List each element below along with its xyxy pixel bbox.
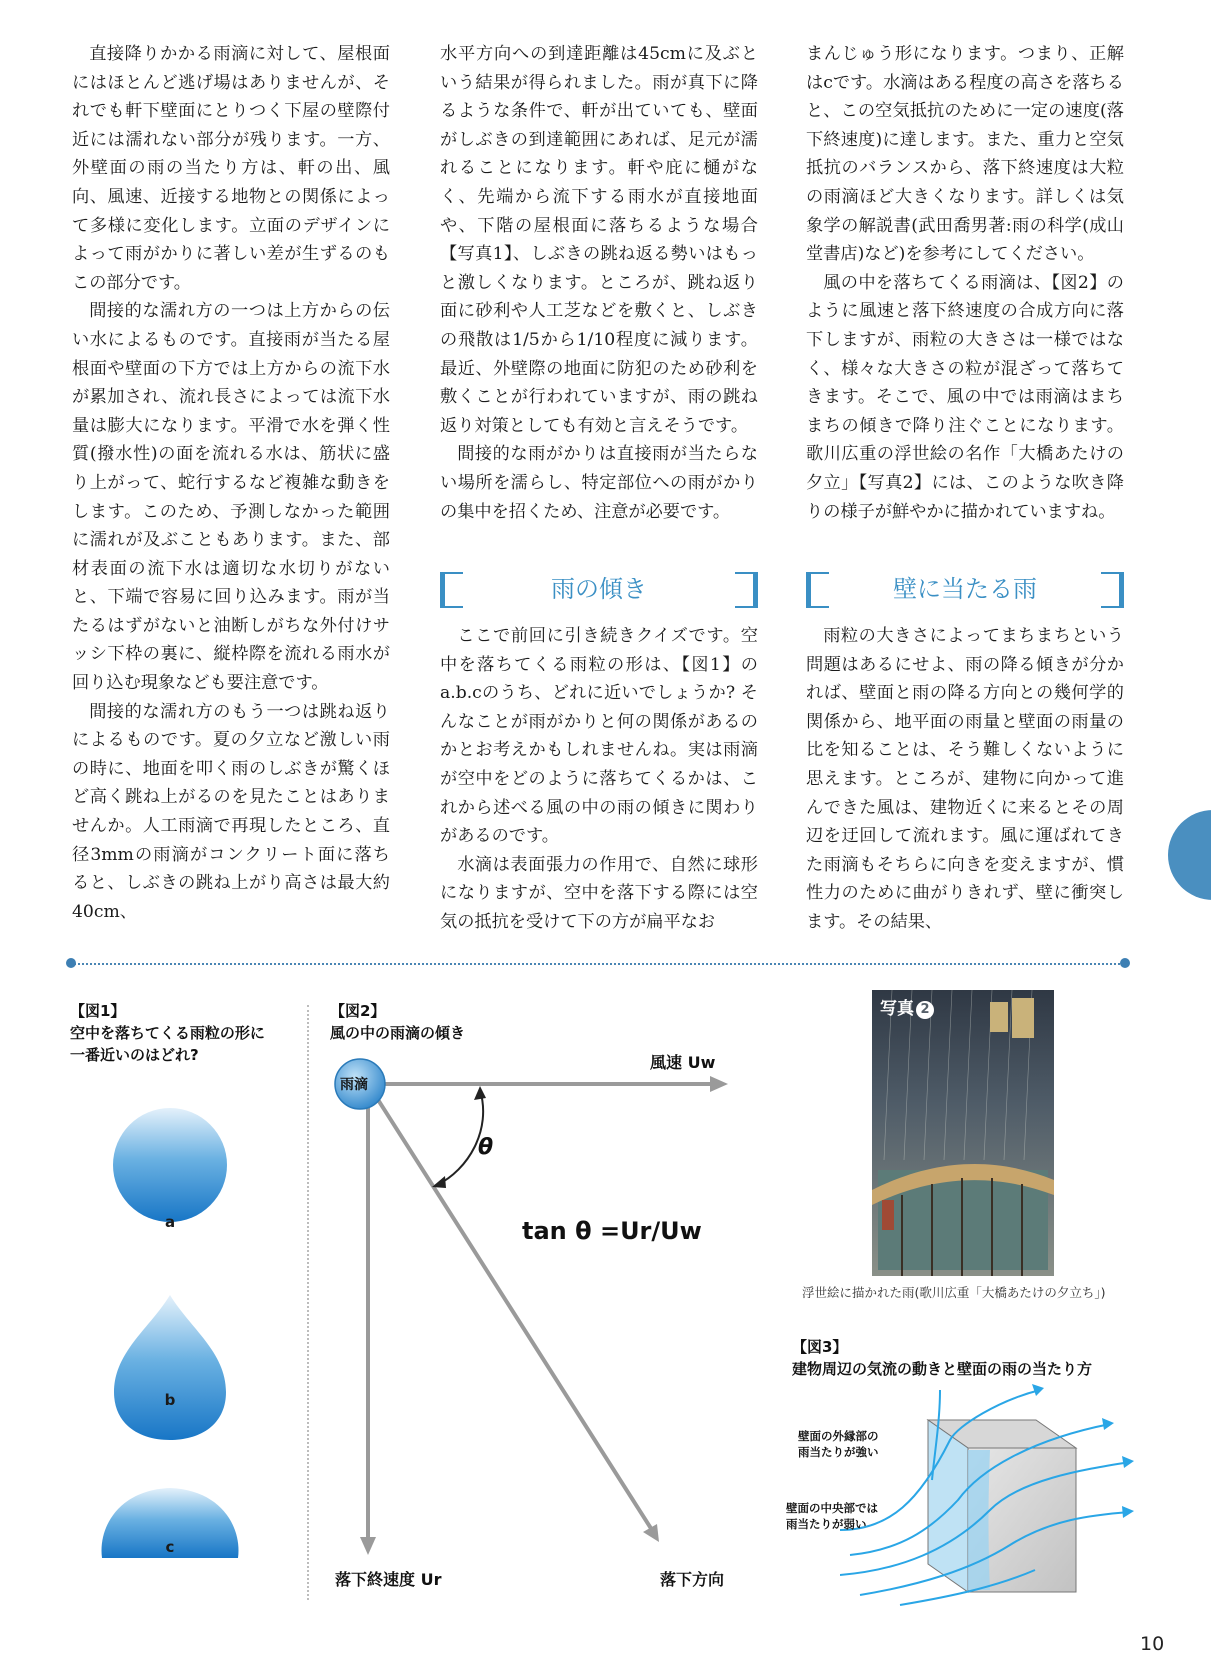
fig3-note-outer-edge — [798, 1428, 879, 1460]
fig3-note-center — [786, 1500, 878, 1532]
section-heading-text: 雨の傾き — [551, 575, 647, 604]
text-column-1 — [72, 40, 390, 926]
photo2-tag-text: 写真 — [880, 999, 914, 1019]
fig3-caption — [792, 1336, 1092, 1380]
photo2-caption: 浮世絵に描かれた雨(歌川広重「大橋あたけの夕立ち」) — [802, 1285, 1106, 1300]
text-column-2 — [440, 40, 758, 937]
photo2-ukiyoe — [872, 990, 1054, 1276]
section-heading-rain-tilt — [440, 570, 758, 608]
fig2-theta-label: θ — [478, 1135, 494, 1160]
fig2-terminal-label: 落下終速度 Ur — [335, 1570, 442, 1589]
fig2-wind-label: 風速 Uw — [650, 1053, 716, 1072]
bracket-left — [440, 572, 463, 608]
fig1-caption — [70, 1000, 265, 1066]
fig2-drop-label: 雨滴 — [340, 1077, 368, 1093]
bracket-left — [806, 572, 829, 608]
paragraph: 水平方向への到達距離は45cmに及ぶという結果が得られました。雨が真下に降るような条件で、軒が出ていても、壁面がしぶきの到達範囲にあれば、足元が濡れることになります。軒や庇に樋がなく、先端から流下する雨水が直接地面や、下階の屋根面に落ちるような場合【写真1】、しぶきの跳ね返る勢いはもっと激しくなります。ところが、跳ね返り面に砂利や人工芝などを敷くと、しぶきの飛散は1/5から1/10程度に減ります。最近、外壁際の地面に防犯のため砂利を敷くことが行われていますが、雨の跳ね返り対策としても有効と言えそうです。 — [440, 44, 758, 436]
fig3-note2-line2: 雨当たりが弱い — [786, 1517, 867, 1531]
divider-dot-left — [66, 958, 76, 968]
theta-arrowhead-bottom — [432, 1176, 446, 1188]
paragraph: 間接的な濡れ方のもう一つは跳ね返りによるものです。夏の夕立など激しい雨の時に、地面を叩く雨のしぶきが驚くほど高く跳ね上がるのを見たことはありませんか。人工雨滴で再現したところ、直径3mmの雨滴がコンクリート面に落ちると、しぶきの跳ね上がり高さは最大約40cm、 — [72, 701, 390, 922]
fig3-note2-line1: 壁面の中央部では — [786, 1501, 878, 1515]
paragraph: まんじゅう形になります。つまり、正解はcです。水滴はある程度の高さを落ちると、この空気抵抗のために一定の速度(落下終速度)に達します。また、重力と空気抵抗のバランスから、落下終速度は大粒の雨滴ほど大きくなります。詳しくは気象学の解説書(武田喬男著:雨の科学(成山堂書店)など)を参考にしてください。 — [806, 44, 1124, 265]
theta-arc — [437, 1090, 483, 1185]
section-heading-rain-on-wall — [806, 570, 1124, 608]
wind-arrowhead — [710, 1076, 728, 1092]
paragraph: 風の中を落ちてくる雨滴は、【図2】のように風速と落下終速度の合成方向に落下しますが、雨粒の大きさは一様ではなく、様々な大きさの粒が混ざって落ちてきます。そこで、風の中では雨滴はまちまちの傾きで降り注ぐことになります。歌川広重の浮世絵の名作「大橋あたけの夕立」【写真2】には、このような吹き降りの様子が鮮やかに描かれていますね。 — [806, 272, 1124, 522]
text-column-3 — [806, 40, 1124, 937]
fig2-caption — [330, 1000, 465, 1044]
photo2-tag — [880, 994, 934, 1019]
fig3-title: 建物周辺の気流の動きと壁面の雨の当たり方 — [792, 1360, 1093, 1378]
fig1-raindrop-shapes — [80, 1090, 270, 1580]
fig2-formula: tan θ =Ur/Uw — [522, 1217, 702, 1245]
option-label-a: a — [164, 1213, 176, 1231]
fig3-note1-line2: 雨当たりが強い — [798, 1445, 879, 1459]
paragraph: 雨粒の大きさによってまちまちという問題はあるにせよ、雨の降る傾きが分かれば、壁面と雨の降る方向との幾何学的関係から、地平面の雨量と壁面の雨量の比を知ることは、そう難しくないように思えます。ところが、建物に向かって進んできた風は、建物近くに来るとその周辺を迂回して流れます。風に運ばれてきた雨滴もそちらに向きを変えますが、慣性力のために曲がりきれず、壁に衝突します。その結果、 — [806, 626, 1124, 933]
photo2-number-badge: 2 — [916, 1001, 934, 1019]
fig1-title-line2: 一番近いのはどれ? — [70, 1046, 199, 1064]
fig2-title: 風の中の雨滴の傾き — [330, 1024, 466, 1042]
bracket-right — [735, 572, 758, 608]
page-number: 10 — [1140, 1633, 1165, 1655]
fig1-label: 【図1】 — [70, 1002, 126, 1020]
option-label-c: c — [165, 1538, 175, 1556]
paragraph: 水滴は表面張力の作用で、自然に球形になりますが、空中を落下する際には空気の抵抗を受けて下の方が扁平なお — [440, 854, 758, 933]
paragraph: 間接的な濡れ方の一つは上方からの伝い水によるものです。直接雨が当たる屋根面や壁面の下方では上方からの流下水が累加され、流れ長さによっては流下水量は膨大になります。平滑で水を弾く性質(撥水性)の面を流れる水は、筋状に盛り上がって、蛇行するなど複雑な動きをします。このため、予測しなかった範囲に濡れが及ぶこともあります。また、部材表面の流下水は適切な水切りがないと、下端で容易に回り込みます。雨が当たるはずがないと油断しがちな外付けサッシ下枠の裏に、縦枠際を流れる雨水が回り込む現象なども要注意です。 — [72, 301, 390, 694]
fig1-title-line1: 空中を落ちてくる雨粒の形に — [70, 1024, 265, 1042]
ukiyoe-illustration — [872, 990, 1054, 1276]
figure-divider — [307, 1005, 309, 1600]
fig2-label: 【図2】 — [330, 1002, 386, 1020]
option-label-b: b — [164, 1391, 176, 1409]
fig3-airflow-diagram — [840, 1380, 1140, 1610]
fall-direction-line — [368, 1084, 652, 1530]
terminal-arrowhead — [360, 1537, 376, 1555]
theta-arrowhead-top — [474, 1086, 486, 1100]
page-edge-tab — [1168, 810, 1211, 900]
fig3-label: 【図3】 — [792, 1338, 848, 1356]
bracket-right — [1101, 572, 1124, 608]
paragraph: 直接降りかかる雨滴に対して、屋根面にはほとんど逃げ場はありませんが、それでも軒下壁面にとりつく下屋の壁際付近には濡れない部分が残ります。一方、外壁面の雨の当たり方は、軒の出、風向、風速、近接する地物との関係によって多様に変化します。立面のデザインによって雨がかりに著しい差が生ずるのもこの部分です。 — [72, 44, 390, 293]
raindrop-teardrop — [114, 1295, 226, 1440]
fig2-vector-diagram — [320, 1040, 740, 1580]
section-heading-text: 壁に当たる雨 — [893, 575, 1037, 604]
section-divider — [70, 963, 1124, 965]
divider-dot-right — [1120, 958, 1130, 968]
raindrop-sphere — [113, 1108, 227, 1222]
fig3-note1-line1: 壁面の外縁部の — [798, 1429, 879, 1443]
paragraph: ここで前回に引き続きクイズです。空中を落ちてくる雨粒の形は、【図1】のa.b.cのうち、どれに近いでしょうか? そんなことが雨がかりと何の関係があるのかとお考えかもしれませんね。実は雨滴が空中をどのように落ちてくるかは、これから述べる風の中の雨の傾きに関わりがあるのです。 — [440, 626, 758, 847]
fig2-direction-label: 落下方向 — [660, 1570, 725, 1589]
paragraph: 間接的な雨がかりは直接雨が当たらない場所を濡らし、特定部位への雨がかりの集中を招くため、注意が必要です。 — [440, 444, 758, 522]
